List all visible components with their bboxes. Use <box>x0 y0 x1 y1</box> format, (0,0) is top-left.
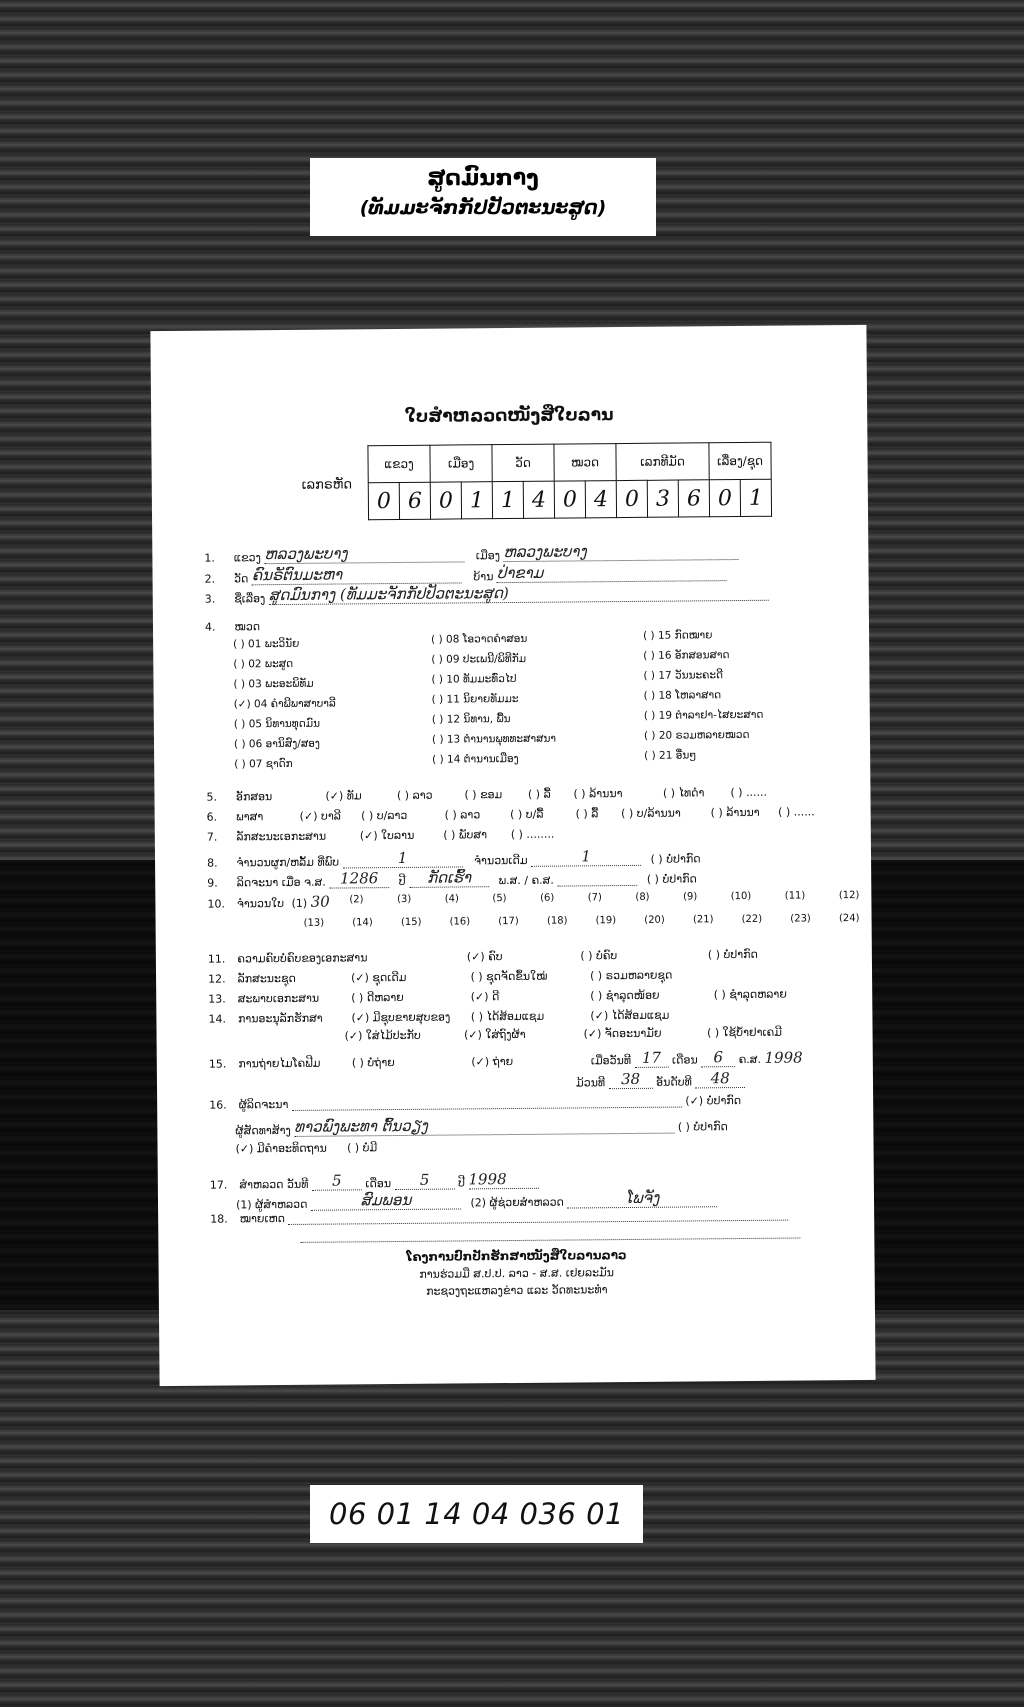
category-option: ( ) 01 ພະວິນັຍ <box>233 637 300 651</box>
manuscript-title-value: ສູດມົນກາງ (ທັມມະຈັກກັປປັວຕະນະສູດ) <box>269 582 769 605</box>
temple-value: ຄົນຣັຕົນມະຫາ <box>252 564 462 585</box>
leaf-count-value: 30 <box>310 892 330 911</box>
leaf-index: (8) <box>635 891 650 903</box>
leaf-index: (12) <box>838 889 860 902</box>
condition-row <box>208 988 787 1006</box>
date-written-row <box>207 866 697 889</box>
microfilm-option: (✓) ຖ່າຍ <box>471 1055 514 1069</box>
field-number: 18. <box>210 1212 228 1226</box>
field-label: ການອະນຸລັກຮັກສາ <box>237 1011 323 1026</box>
set-type-option: ( ) ຣວມຫລາຍຊຸດ <box>589 968 673 983</box>
leaf-index: (17) <box>498 915 519 928</box>
field-number: 15. <box>208 1057 227 1071</box>
leaf-count-row <box>207 893 330 912</box>
sponsor-value: ທາວພົງພະທາ ຕົ້ນວຽງ <box>294 1115 674 1137</box>
condition-option: ( ) ຊຳລຸດຫລາຍ <box>713 987 787 1002</box>
field-label: ແຂວງ <box>233 551 261 565</box>
category-option: ( ) 13 ຕຳນານພຸທທະສາສນາ <box>431 732 557 746</box>
language-option: ( ) ບ/ລື້ <box>510 807 544 822</box>
surveyor-value: ສົມພອນ <box>311 1190 461 1210</box>
field-label: ອັນດັບທີ <box>656 1075 692 1089</box>
category-option: ( ) 21 ອື່ນໆ <box>644 749 697 762</box>
ref-digit: 4 <box>523 481 554 518</box>
category-option: ( ) 17 ວັນນະຄະດີ <box>643 669 724 682</box>
ref-digit: 0 <box>554 481 585 518</box>
conservation-row-2 <box>345 1026 782 1043</box>
condition-option: ( ) ຊຳລຸດໜ້ອຍ <box>590 988 660 1003</box>
field-label: ເມືອງ <box>475 549 501 563</box>
field-number: 3. <box>204 592 216 606</box>
field-label: ປີ <box>458 1176 466 1190</box>
leaf-index: (1) <box>291 896 308 910</box>
sponsor-row <box>235 1114 728 1137</box>
remarks-blank <box>289 1220 789 1225</box>
footer-line-3: ກະຊວງຖະແຫລງຂ່າວ ແລະ ວັດທະນະທຳ <box>426 1283 608 1298</box>
completeness-row <box>208 948 758 966</box>
field-number: 14. <box>208 1012 226 1026</box>
field-label: ຈຳນວນເດີມ <box>474 853 528 868</box>
conservation-option: (✓) ຈັດອະນາມັຍ <box>583 1026 662 1041</box>
category-option: ( ) 08 ໂອວາດຄຳສອນ <box>431 632 528 646</box>
field-label: ຄ.ສ. <box>738 1052 762 1067</box>
ref-header-category: ໝວດ <box>554 444 616 482</box>
language-option: ( ) ລ້ານນາ <box>710 805 760 820</box>
field-number: 13. <box>208 992 226 1006</box>
ref-digit: 1 <box>740 479 771 516</box>
material-option: (✓) ໃບລານ <box>359 828 415 843</box>
field-label: ລັກສະນະຊຸດ <box>237 971 296 986</box>
ref-digit: 0 <box>616 480 647 517</box>
leaf-index: (23) <box>790 913 811 925</box>
top-title-label <box>310 158 656 236</box>
field-label: ຄວາມຄົບບໍ່ຄົບຂອງເອກະສານ <box>237 951 368 966</box>
script-option: (✓) ທັມ <box>325 789 362 803</box>
field-label: ໝາຍເຫດ <box>239 1212 286 1226</box>
ref-header-district: ເມືອງ <box>430 445 492 483</box>
category-option: ( ) 06 ອານິສົງ/ສອງ <box>233 737 320 751</box>
form-footer <box>158 1245 874 1302</box>
leaf-index: (20) <box>644 914 665 926</box>
field-number: 1. <box>204 551 215 565</box>
category-option: ( ) 16 ອັກສອນສາດ <box>643 649 730 662</box>
fascicles-original-value: 1 <box>531 847 641 867</box>
category-option: ( ) 15 ກົດໝາຍ <box>643 629 713 642</box>
condition-option: (✓) ດີ <box>470 990 500 1004</box>
condition-option: ( ) ດີຫລາຍ <box>351 990 404 1005</box>
field-label: ບ້ານ <box>473 570 494 584</box>
ref-header-temple: ວັດ <box>492 444 554 482</box>
field-label: ພ.ສ. / ຄ.ສ. <box>498 873 554 888</box>
language-option: (✓) ບາລີ <box>299 809 341 823</box>
ref-digit: 0 <box>709 480 740 517</box>
field-category-row <box>205 620 260 633</box>
microfilm-month: 6 <box>701 1048 735 1067</box>
ref-header-province: ແຂວງ <box>368 445 430 483</box>
field-number: 17. <box>209 1178 228 1192</box>
category-option: ( ) 07 ຊາດົກ <box>234 757 293 771</box>
field-label: (1) ຜູ້ສຳຫລວດ <box>235 1197 308 1212</box>
province-value: ຫລວງພະບາງ <box>264 543 464 564</box>
category-option: ( ) 18 ໂຫລາສາດ <box>643 689 722 702</box>
category-option: ( ) 14 ຕຳນານເມືອງ <box>432 752 519 766</box>
ref-digit: 0 <box>430 482 461 519</box>
title-line-2: (ທັມມະຈັກກັປປັວຕະນະສູດ) <box>359 197 607 219</box>
category-option: ( ) 05 ນິທານທຸດມົນ <box>233 717 321 731</box>
microfilm-roll: 38 <box>609 1070 653 1089</box>
remarks-line-2 <box>300 1226 800 1243</box>
title-line-1: ສູດມົນກາງ <box>427 166 539 191</box>
leaf-index: (2) <box>349 894 364 906</box>
field-label: ພາສາ <box>236 810 264 824</box>
microfilm-row <box>209 1047 803 1071</box>
leaf-index-row-2 <box>304 913 860 929</box>
not-shown-option: ( ) ບໍ່ປາກົດ <box>677 1120 728 1134</box>
leaf-index: (13) <box>303 917 325 929</box>
leaf-index: (4) <box>444 893 459 905</box>
scribe-blank <box>292 1107 682 1111</box>
survey-month: 5 <box>394 1171 454 1191</box>
field-label: ລິດຈະນາ ເມື່ອ ຈ.ສ. <box>236 875 326 890</box>
ref-header-title: ເລື່ອງ/ຊຸດ <box>709 442 771 480</box>
field-number: 16. <box>209 1098 227 1112</box>
leaf-index: (18) <box>546 915 568 927</box>
field-label: ຈຳນວນຜູກ/ຫລັ້ມ ທີ່ພົບ <box>236 855 340 870</box>
field-label: (2) ຜູ້ຊ່ວຍສຳຫລວດ <box>470 1195 564 1210</box>
ref-digit: 1 <box>461 482 492 519</box>
survey-date-row <box>210 1170 539 1192</box>
microfilm-year: 1998 <box>764 1048 803 1067</box>
not-shown-option: (✓) ບໍ່ປາກົດ <box>685 1094 742 1108</box>
leaf-index: (15) <box>400 916 422 928</box>
language-option: ( ) ລື້ <box>575 807 599 821</box>
leaf-index: (7) <box>587 892 602 904</box>
material-row <box>207 828 555 844</box>
ref-digit: 3 <box>647 480 678 517</box>
prayer-row <box>235 1141 377 1155</box>
leaf-index: (21) <box>692 914 714 926</box>
language-option: ( ) ບ/ລາວ <box>361 808 408 823</box>
leaf-index: (6) <box>540 892 555 904</box>
field-label: ຊື່ເລື່ອງ <box>234 592 266 606</box>
script-option: ( ) ລາວ <box>396 788 433 803</box>
ref-digit: 4 <box>585 481 616 518</box>
field-title-row <box>205 582 769 606</box>
category-option: (✓) 04 ຄຳພີພາສາບາລີ <box>233 697 336 711</box>
field-number: 2. <box>204 572 216 586</box>
field-number: 5. <box>206 790 218 804</box>
not-shown-option: ( ) ບໍ່ປາກົດ <box>650 852 701 866</box>
field-number: 8. <box>206 856 218 870</box>
survey-year: 1998 <box>468 1170 538 1190</box>
language-option: ( ) ລາວ <box>444 808 481 822</box>
ref-digit: 6 <box>399 482 430 519</box>
leaf-index: (5) <box>492 893 507 905</box>
category-option: ( ) 19 ຕຳລາຢາ-ໄສຍະສາດ <box>643 708 764 722</box>
conservation-option: ( ) ໄດ້ສ້ອມແຊມ <box>470 1009 545 1024</box>
village-value: ປ່າຂາມ <box>497 562 727 583</box>
field-label: ມ້ວນທີ <box>575 1076 606 1090</box>
year-name-value: ກັດເຮົ້າ <box>409 868 489 888</box>
ref-header-bundle: ເລກທີມັດ <box>616 443 709 481</box>
script-row <box>206 786 767 804</box>
field-label: ຜູ້ລິດຈະນາ <box>238 1097 289 1112</box>
field-label: ລັກສະນະເອກະສານ <box>236 829 327 844</box>
leaf-index: (22) <box>741 913 763 926</box>
conservation-option: (✓) ໃສ່ໄມ້ປະກັບ <box>344 1028 421 1043</box>
field-label: ໝວດ <box>234 620 261 634</box>
set-type-option: (✓) ຊຸດເດີມ <box>351 970 407 985</box>
field-number: 11. <box>207 952 226 966</box>
material-option: ( ) ພັບສາ <box>443 828 488 842</box>
ref-code-table <box>367 442 772 521</box>
set-type-row <box>208 969 672 986</box>
microfilm-roll-row <box>576 1069 745 1089</box>
category-option: ( ) 09 ປະເພນີ/ພິທີກັມ <box>431 652 527 666</box>
script-option: ( ) ຂອມ <box>464 788 503 802</box>
script-option: ( ) ລື້ <box>527 787 551 801</box>
field-number: 10. <box>207 897 225 911</box>
microfilm-day: 17 <box>634 1049 668 1068</box>
field-number: 9. <box>207 876 218 890</box>
ref-digit: 0 <box>368 482 399 519</box>
ref-digit: 1 <box>492 481 523 518</box>
assistant-value: ໂພຈັງ <box>567 1188 717 1208</box>
conservation-option: ( ) ໃຊ້ບ້ຳຢາເຄມີ <box>706 1025 782 1040</box>
field-label: ສະພາບເອກະສານ <box>237 991 320 1006</box>
language-option: ( ) ...... <box>778 805 815 819</box>
prayer-option: (✓) ມີຄຳອະທິດຖານ <box>235 1141 327 1156</box>
field-label: ສຳຫລວດ ວັນທີ <box>239 1177 309 1192</box>
category-option: ( ) 03 ພະອະພິທັມ <box>233 677 314 691</box>
leaf-index-row-1 <box>349 890 859 905</box>
be-ad-year-blank <box>557 885 637 887</box>
field-label: ປີ <box>398 874 406 888</box>
script-option: ( ) ...... <box>730 785 768 800</box>
field-label: ເດືອນ <box>671 1053 698 1067</box>
footer-line-1: ໂຄງການປົກປັກຮັກສາໜັງສືໃບລານລາວ <box>406 1248 627 1264</box>
leaf-index: (3) <box>397 893 412 906</box>
field-label: ເດືອນ <box>365 1177 392 1191</box>
conservation-option: (✓) ໃສ່ຖົງຜ້າ <box>464 1027 526 1042</box>
fascicles-found-value: 1 <box>343 848 463 868</box>
not-shown-option: ( ) ບໍ່ປາກົດ <box>646 872 697 886</box>
language-option: ( ) ບ/ລ້ານນາ <box>621 806 681 821</box>
survey-form <box>150 325 875 1386</box>
language-row <box>207 805 815 823</box>
completeness-option: ( ) ບໍ່ຄົບ <box>580 949 618 963</box>
category-option: ( ) 02 ພະສູດ <box>233 657 294 671</box>
leaf-index: (24) <box>838 912 860 925</box>
ref-code-label: ເລກຣຫັດ <box>301 477 353 493</box>
leaf-index: (16) <box>449 916 471 928</box>
manuscript-code-label: 06 01 14 04 036 01 <box>310 1485 643 1543</box>
form-title: ໃບສຳຫລວດໜັງສືໃບລານ <box>404 405 614 427</box>
leaf-index: (9) <box>683 891 698 903</box>
cs-year-value: 1286 <box>329 869 389 889</box>
conservation-option: (✓) ໄດ້ສ້ອມແຊມ <box>590 1008 670 1023</box>
script-option: ( ) ໄທດຳ <box>662 786 705 800</box>
leaf-index: (19) <box>595 915 617 927</box>
field-number: 12. <box>208 972 226 986</box>
field-number: 4. <box>204 620 216 634</box>
survey-day: 5 <box>312 1171 362 1190</box>
conservation-option: (✓) ມີຊຸບຂາຍສຸບຂອງ <box>351 1010 451 1025</box>
field-number: 7. <box>206 830 218 844</box>
prayer-option: ( ) ບໍ່ມີ <box>346 1141 378 1155</box>
script-option: ( ) ລ້ານນາ <box>573 787 623 801</box>
category-option: ( ) 12 ນິທານ, ພື້ນ <box>431 713 511 726</box>
district-value: ຫລວງພະບາງ <box>503 541 738 562</box>
leaf-index: (14) <box>352 917 373 929</box>
category-option: ( ) 20 ຣວມຫລາຍໝວດ <box>643 728 750 742</box>
field-label: ວັດ <box>234 572 249 586</box>
leaf-index: (11) <box>784 890 806 902</box>
category-option: ( ) 11 ນິຍາຍທັມມະ <box>431 692 519 706</box>
completeness-option: (✓) ຄົບ <box>466 950 503 964</box>
completeness-option: ( ) ບໍ່ປາກົດ <box>707 947 758 962</box>
category-option: ( ) 10 ທັມມະທົ່ວໄປ <box>431 672 517 686</box>
microfilm-option: ( ) ບໍ່ຖ່າຍ <box>351 1056 395 1070</box>
leaf-index: (10) <box>730 890 752 903</box>
ref-digit: 6 <box>678 480 709 517</box>
field-label: ຈຳນວນໃບ <box>236 896 285 911</box>
remarks-blank <box>300 1238 800 1243</box>
footer-line-2: ການຮ່ວມມື ສ.ປ.ປ. ລາວ - ສ.ສ. ເຢຍລະມັນ <box>419 1266 615 1281</box>
field-province-row <box>204 541 738 565</box>
microfilm-frame: 48 <box>695 1069 745 1088</box>
field-label: ຜູ້ສັດທາສ້າງ <box>235 1123 291 1138</box>
field-label: ເມື່ອວັນທີ <box>590 1053 632 1068</box>
field-label: ອັກສອນ <box>235 790 273 804</box>
field-label: ການຖ່າຍໄມໂຄຟີມ <box>238 1056 321 1071</box>
scribe-row <box>209 1094 741 1112</box>
material-option: ( ) ........ <box>510 827 555 842</box>
field-number: 6. <box>206 810 218 824</box>
conservation-row <box>208 1009 669 1026</box>
set-type-option: ( ) ຊຸດຈັດຂຶ້ນໃໝ່ <box>470 969 548 984</box>
